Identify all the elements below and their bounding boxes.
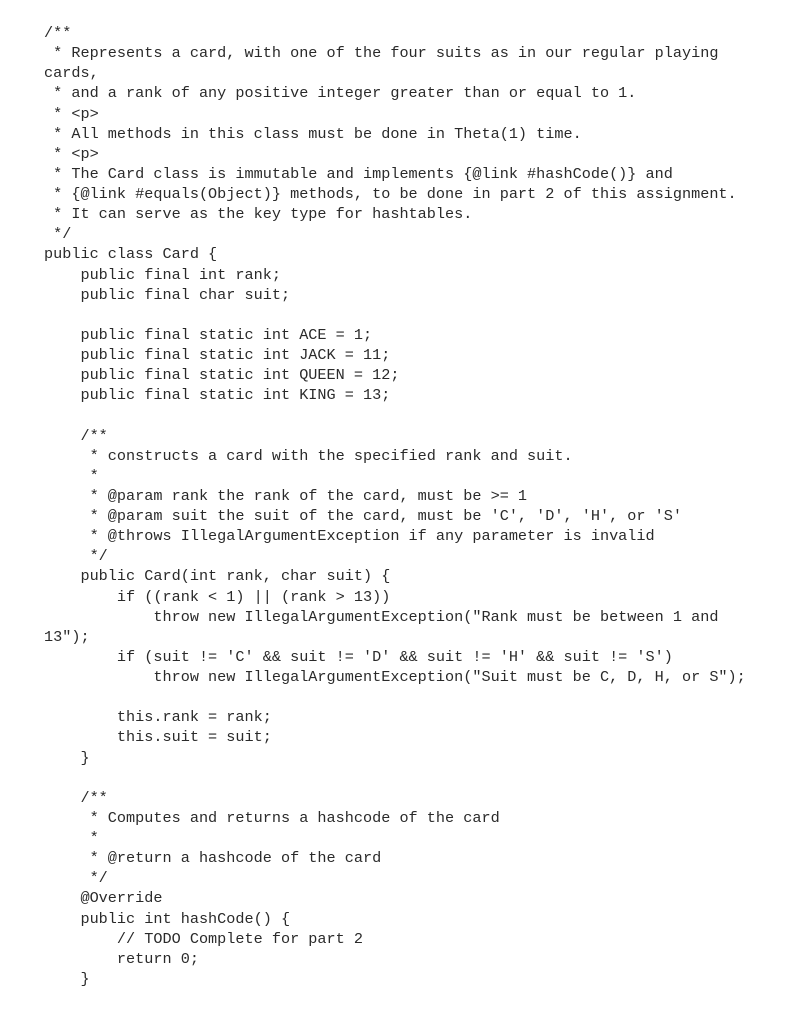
code-line: public final static int QUEEN = 12; bbox=[44, 366, 400, 385]
code-line: /** bbox=[44, 24, 72, 42]
code-line: * @throws IllegalArgumentException if any parameter is invalid bbox=[44, 527, 655, 546]
code-line: public class Card { bbox=[44, 245, 218, 264]
code-line: throw new IllegalArgumentException("Rank must be between 1 and bbox=[44, 607, 719, 626]
code-line: cards, bbox=[44, 64, 99, 83]
code-line: * <p> bbox=[44, 104, 99, 123]
code-line: throw new IllegalArgumentException("Suit must be C, D, H, or S"); bbox=[44, 668, 746, 686]
code-line: */ bbox=[44, 869, 108, 888]
code-line: public final char suit; bbox=[44, 285, 291, 304]
code-line: * The Card class is immutable and implements {@link #hashCode()} and bbox=[44, 164, 673, 183]
code-line: public final static int KING = 13; bbox=[44, 386, 391, 405]
code-line: } bbox=[44, 748, 90, 767]
code-line: * It can serve as the key type for hashtables. bbox=[44, 205, 473, 224]
code-block bbox=[44, 23, 746, 989]
code-line: * <p> bbox=[44, 144, 99, 163]
code-line: * Represents a card, with one of the four suits as in our regular playing bbox=[44, 44, 719, 63]
code-line: if ((rank < 1) || (rank > 13)) bbox=[44, 587, 391, 606]
code-line: * and a rank of any positive integer greater than or equal to 1. bbox=[44, 84, 637, 103]
code-line: * All methods in this class must be done in Theta(1) time. bbox=[44, 124, 582, 143]
code-line: public final static int JACK = 11; bbox=[44, 346, 391, 364]
code-line: this.rank = rank; bbox=[44, 708, 272, 727]
code-line: * {@link #equals(Object)} methods, to be done in part 2 of this assignment. bbox=[44, 185, 737, 203]
code-line: * @param suit the suit of the card, must be 'C', 'D', 'H', or 'S' bbox=[44, 507, 682, 525]
code-line: * bbox=[44, 466, 99, 485]
code-line: * @return a hashcode of the card bbox=[44, 849, 382, 868]
code-line: public final static int ACE = 1; bbox=[44, 325, 373, 344]
code-line: * Computes and returns a hashcode of the card bbox=[44, 808, 500, 827]
code-line bbox=[44, 687, 746, 707]
code-line: @Override bbox=[44, 889, 163, 908]
code-line: public Card(int rank, char suit) { bbox=[44, 567, 391, 586]
code-line: this.suit = suit; bbox=[44, 728, 272, 747]
code-line: public final int rank; bbox=[44, 265, 281, 284]
code-line: */ bbox=[44, 547, 108, 566]
code-line: /** bbox=[44, 788, 108, 807]
code-line: /** bbox=[44, 426, 108, 445]
code-line bbox=[44, 768, 746, 788]
code-line: return 0; bbox=[44, 949, 199, 968]
code-line: */ bbox=[44, 225, 72, 244]
code-line: // TODO Complete for part 2 bbox=[44, 929, 363, 948]
code-line: public int hashCode() { bbox=[44, 909, 291, 928]
code-line: } bbox=[44, 969, 90, 988]
code-line bbox=[44, 305, 746, 325]
code-line: * @param rank the rank of the card, must be >= 1 bbox=[44, 486, 528, 505]
code-line: * constructs a card with the specified rank and suit. bbox=[44, 446, 573, 465]
code-line: if (suit != 'C' && suit != 'D' && suit != 'H' && suit != 'S') bbox=[44, 647, 673, 666]
code-line: 13"); bbox=[44, 627, 90, 646]
code-line: * bbox=[44, 829, 99, 847]
code-line bbox=[44, 405, 746, 425]
